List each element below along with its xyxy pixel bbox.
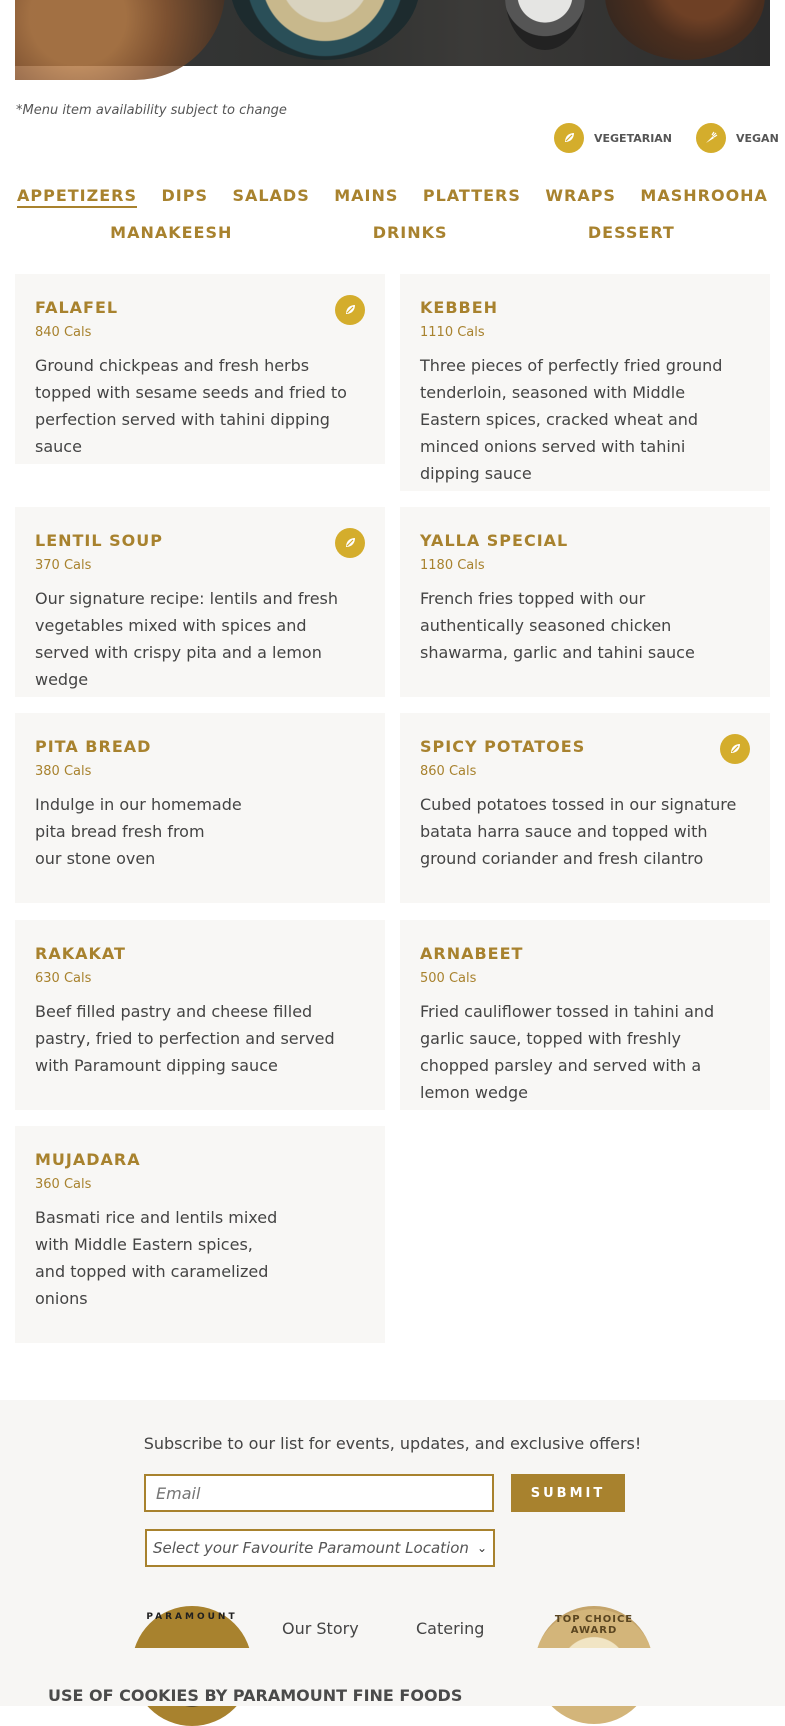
tab-drinks[interactable]: DRINKS [372, 223, 448, 242]
availability-notice: *Menu item availability subject to change [16, 103, 287, 118]
menu-item-name: PITA BREAD [35, 737, 152, 756]
vegan-carrot-icon [696, 123, 726, 153]
vegetarian-icon [335, 295, 365, 325]
hero-hummus-plate [230, 0, 420, 60]
seal-right-text: TOP CHOICE AWARD [554, 1614, 634, 1636]
menu-item-card[interactable] [400, 713, 770, 903]
vegetarian-icon [335, 528, 365, 558]
location-select-value: Select your Favourite Paramount Location [153, 1539, 469, 1557]
menu-item-name: ARNABEET [420, 944, 524, 963]
vegetarian-icon [554, 123, 584, 153]
menu-item-description: Beef filled pastry and cheese filled pastry, fried to perfection and served with Paramount dipping sauce [35, 1002, 335, 1075]
tab-dips[interactable]: DIPS [161, 186, 208, 205]
menu-item-description: Our signature recipe: lentils and fresh vegetables mixed with spices and served with crispy pita and a lemon wedge [35, 589, 339, 689]
footer-links-area [0, 1600, 785, 1648]
menu-item-calories: 1110 Cals [420, 325, 485, 340]
legend-vegetarian [554, 123, 672, 153]
footer-link-our-story[interactable]: Our Story [282, 1619, 359, 1638]
menu-item-description: Indulge in our homemade pita bread fresh from our stone oven [35, 795, 242, 868]
cookie-banner [0, 1648, 785, 1706]
menu-item-description: Three pieces of perfectly fried ground tenderloin, seasoned with Middle Eastern spices, cracked wheat and minced onions served with tahini dipping sauce [420, 356, 723, 483]
seal-left-text: PARAMOUNT [146, 1612, 238, 1622]
menu-item-description: Fried cauliflower tossed in tahini and garlic sauce, topped with freshly chopped parsley and served with a lemon wedge [420, 1002, 715, 1102]
menu-item-card[interactable] [400, 920, 770, 1110]
menu-item-card[interactable] [15, 507, 385, 697]
cookie-banner-title: USE OF COOKIES BY PARAMOUNT FINE FOODS [48, 1686, 463, 1705]
hero-bread [15, 0, 225, 80]
menu-item-name: SPICY POTATOES [420, 737, 586, 756]
menu-item-calories: 370 Cals [35, 558, 92, 573]
menu-item-name: RAKAKAT [35, 944, 126, 963]
menu-item-name: KEBBEH [420, 298, 499, 317]
tab-dessert[interactable]: DESSERT [587, 223, 675, 242]
vegetarian-icon [720, 734, 750, 764]
location-select[interactable] [145, 1529, 495, 1567]
category-tabs-row-1 [0, 186, 785, 208]
menu-item-calories: 1180 Cals [420, 558, 485, 573]
tab-wraps[interactable]: WRAPS [545, 186, 616, 205]
tab-appetizers[interactable]: APPETIZERS [17, 186, 137, 208]
subscribe-heading: Subscribe to our list for events, updates, and exclusive offers! [143, 1434, 642, 1453]
menu-item-calories: 630 Cals [35, 971, 92, 986]
menu-item-card[interactable] [15, 713, 385, 903]
menu-item-calories: 500 Cals [420, 971, 477, 986]
hero-falafel-plate [605, 0, 765, 60]
hero-sauce-bowl [505, 0, 585, 50]
menu-item-description: French fries topped with our authentically seasoned chicken shawarma, garlic and tahini sauce [420, 589, 695, 662]
menu-item-name: MUJADARA [35, 1150, 141, 1169]
menu-item-name: YALLA SPECIAL [420, 531, 569, 550]
menu-item-calories: 380 Cals [35, 764, 92, 779]
menu-item-card[interactable] [15, 1126, 385, 1343]
tab-manakeesh[interactable]: MANAKEESH [110, 223, 233, 242]
menu-item-description: Cubed potatoes tossed in our signature batata harra sauce and topped with ground coriander and fresh cilantro [420, 795, 737, 868]
hero-image [15, 0, 770, 66]
menu-item-card[interactable] [400, 507, 770, 697]
menu-item-name: LENTIL SOUP [35, 531, 163, 550]
category-tabs-row-2 [0, 223, 785, 242]
menu-item-calories: 860 Cals [420, 764, 477, 779]
tab-salads[interactable]: SALADS [232, 186, 310, 205]
tab-mashrooha[interactable]: MASHROOHA [640, 186, 768, 205]
legend-vegan [696, 123, 779, 153]
menu-item-name: FALAFEL [35, 298, 119, 317]
footer-link-catering[interactable]: Catering [416, 1619, 485, 1638]
tab-platters[interactable]: PLATTERS [422, 186, 521, 205]
menu-item-card[interactable] [400, 274, 770, 491]
legend-vegan-label: VEGAN [736, 131, 779, 145]
menu-item-calories: 840 Cals [35, 325, 92, 340]
submit-button[interactable]: SUBMIT [511, 1474, 625, 1512]
menu-item-description: Basmati rice and lentils mixed with Middle Eastern spices, and topped with caramelized onions [35, 1208, 278, 1308]
menu-item-calories: 360 Cals [35, 1177, 92, 1192]
menu-item-card[interactable] [15, 274, 385, 464]
menu-item-description: Ground chickpeas and fresh herbs topped with sesame seeds and fried to perfection served with tahini dipping sauce [35, 356, 347, 456]
legend-vegetarian-label: VEGETARIAN [594, 131, 673, 145]
chevron-down-icon: ⌄ [476, 1541, 487, 1555]
email-field[interactable] [144, 1474, 494, 1512]
tab-mains[interactable]: MAINS [334, 186, 399, 205]
menu-item-card[interactable] [15, 920, 385, 1110]
